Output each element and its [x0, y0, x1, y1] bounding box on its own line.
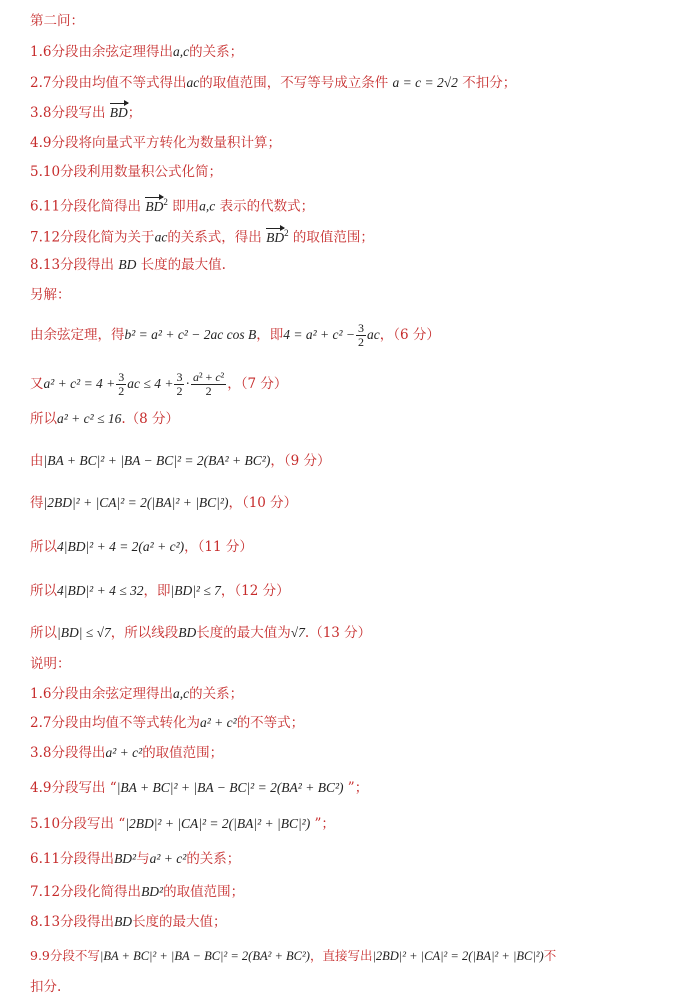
fraction-3-2: $\frac{3}{2}$ [118, 370, 125, 398]
note-item-9: 9.9分段不写|BA + BC|² + |BA − BC|² = 2(BA² + BC²)，直接写出|2BD|² + |CA|² = 2(|BA|² + |BC|²)不 [30, 948, 557, 963]
alt-line-6: 所以4|BD|² + 4 = 2(a² + c²)，（11 分） [30, 539, 253, 555]
note-item-1: 1.6分段由余弦定理得出a,c的关系； [30, 686, 244, 702]
alt-line-3: 所以a² + c² ≤ 16.（8 分） [30, 411, 180, 427]
alt-line-2: 又a² + c² = 4 + $\frac{3}{2}$ ac ≤ 4 + $\frac{3}{2}$ · $\frac{\text{a² + c²}}{2}$ ，（7 分） [30, 370, 288, 398]
fraction-3-2: $\frac{3}{2}$ [176, 370, 183, 398]
list-item-7: 7.12分段化简为关于ac的关系式，得出 $BD^2$ 的取值范围； [30, 228, 374, 246]
note-item-5: 5.10分段写出 “|2BD|² + |CA|² = 2(|BA|² + |BC|²) ”； [30, 816, 335, 832]
note-item-2: 2.7分段由均值不等式转化为a² + c²的不等式； [30, 715, 305, 731]
note-item-8: 8.13分段得出BD长度的最大值； [30, 914, 227, 930]
section-title: 第二问： [30, 13, 84, 29]
alt-line-4: 由|BA + BC|² + |BA − BC|² = 2(BA² + BC²)，（9 分） [30, 453, 331, 469]
note-item-6: 6.11分段得出BD²与a² + c²的关系； [30, 851, 241, 867]
list-item-2: 2.7分段由均值不等式得出ac的取值范围，不写等号成立条件 a = c = 2√2 不扣分； [30, 75, 517, 91]
alt-line-7: 所以4|BD|² + 4 ≤ 32，即|BD|² ≤ 7，（12 分） [30, 583, 290, 599]
alt-title: 另解： [30, 287, 71, 303]
last-line: 扣分. [30, 979, 62, 995]
list-item-8: 8.13分段得出 BD 长度的最大值. [30, 257, 226, 273]
list-item-5: 5.10分段利用数量积公式化简； [30, 164, 223, 180]
note-item-4: 4.9分段写出 “|BA + BC|² + |BA − BC|² = 2(BA² + BC²) ”； [30, 780, 369, 796]
note-item-3: 3.8分段得出a² + c²的取值范围； [30, 745, 224, 761]
alt-line-8: 所以|BD| ≤ √7，所以线段BD长度的最大值为√7.（13 分） [30, 625, 372, 641]
list-item-4: 4.9分段将向量式平方转化为数量积计算； [30, 135, 281, 151]
note-title: 说明： [30, 656, 71, 672]
fraction-a2c2-2: $\frac{\text{a² + c²}}{2}$ [192, 370, 225, 398]
list-item-6: 6.11分段化简得出 $BD^2$ 即用a,c 表示的代数式； [30, 197, 315, 215]
note-item-7: 7.12分段化简得出BD²的取值范围； [30, 884, 245, 900]
list-item-3: 3.8分段写出 BD； [30, 105, 142, 121]
fraction-3-2: $\frac{3}{2}$ [358, 321, 364, 349]
alt-line-1: 由余弦定理，得b² = a² + c² − 2ac cos B，即4 = a² + c² − $\frac{3}{2}$ ac，（6 分） [30, 321, 440, 349]
alt-line-5: 得|2BD|² + |CA|² = 2(|BA|² + |BC|²)，（10 分） [30, 495, 298, 511]
list-item-1: 1.6分段由余弦定理得出a,c的关系； [30, 44, 244, 60]
